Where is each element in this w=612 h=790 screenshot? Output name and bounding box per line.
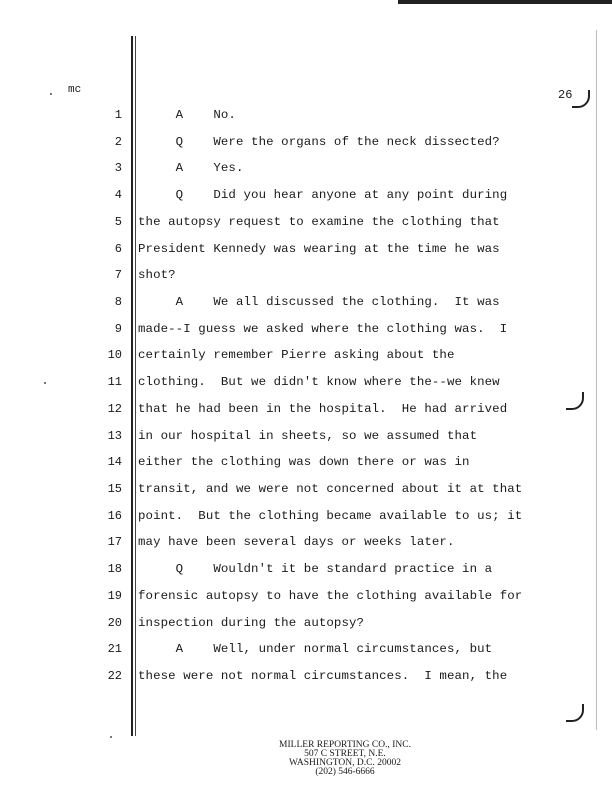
line-number: 20 [107, 616, 122, 630]
transcript-line: Q Were the organs of the neck dissected? [138, 135, 500, 149]
transcript-line: Q Did you hear anyone at any point during [138, 188, 508, 202]
line-number: 1 [114, 108, 122, 122]
line-number: 5 [114, 215, 122, 229]
transcript-line: A Well, under normal circumstances, but [138, 642, 493, 656]
transcript-line: certainly remember Pierre asking about the [138, 348, 455, 362]
reporter-initials: mc [68, 84, 82, 96]
transcript-line: made--I guess we asked where the clothing was. I [138, 322, 508, 336]
binding-mark-bottom [566, 704, 584, 722]
transcript-line: A No. [138, 108, 236, 122]
page-number: 26 [558, 88, 573, 102]
binding-mark-top [572, 90, 590, 108]
top-edge-rule [398, 0, 612, 4]
line-number: 4 [114, 188, 122, 202]
left-margin-rule [131, 36, 133, 736]
scan-speck [110, 736, 112, 738]
transcript-line: clothing. But we didn't know where the--we knew [138, 375, 500, 389]
transcript-line: the autopsy request to examine the clothing that [138, 215, 500, 229]
line-number: 2 [114, 135, 122, 149]
line-number: 22 [107, 669, 122, 683]
left-margin-rule-inner [135, 36, 136, 736]
transcript-line: these were not normal circumstances. I mean, the [138, 669, 508, 683]
line-number: 16 [107, 509, 122, 523]
scan-speck [50, 93, 52, 95]
transcript-line: A Yes. [138, 161, 244, 175]
transcript-line: in our hospital in sheets, so we assumed that [138, 429, 478, 443]
transcript-line: may have been several days or weeks later. [138, 535, 455, 549]
scan-speck [44, 382, 46, 384]
line-number: 19 [107, 589, 122, 603]
transcript-line: inspection during the autopsy? [138, 616, 365, 630]
line-number: 9 [114, 322, 122, 336]
line-number: 14 [107, 455, 122, 469]
line-number: 7 [114, 268, 122, 282]
line-number: 8 [114, 295, 122, 309]
line-number: 15 [107, 482, 122, 496]
transcript-line: that he had been in the hospital. He had arrived [138, 402, 508, 416]
transcript-line: transit, and we were not concerned about it at that [138, 482, 523, 496]
line-number: 3 [114, 161, 122, 175]
transcript-line: A We all discussed the clothing. It was [138, 295, 500, 309]
transcript-line: President Kennedy was wearing at the time he was [138, 242, 500, 256]
transcript-line: forensic autopsy to have the clothing available for [138, 589, 523, 603]
footer-company: MILLER REPORTING CO., INC. [279, 740, 411, 750]
line-number: 12 [107, 402, 122, 416]
transcript-line: Q Wouldn't it be standard practice in a [138, 562, 493, 576]
right-edge-shadow [596, 30, 597, 730]
line-number: 17 [107, 535, 122, 549]
binding-mark-middle [566, 392, 584, 410]
line-number: 21 [107, 642, 122, 656]
footer-city: WASHINGTON, D.C. 20002 [289, 758, 401, 768]
line-number: 18 [107, 562, 122, 576]
footer-street: 507 C STREET, N.E. [304, 749, 386, 759]
footer-phone: (202) 546-6666 [315, 767, 375, 777]
line-number: 11 [107, 375, 122, 389]
transcript-line: shot? [138, 268, 176, 282]
line-number: 10 [107, 348, 122, 362]
line-number: 13 [107, 429, 122, 443]
transcript-line: point. But the clothing became available to us; it [138, 509, 523, 523]
transcript-line: either the clothing was down there or was in [138, 455, 470, 469]
line-number: 6 [114, 242, 122, 256]
